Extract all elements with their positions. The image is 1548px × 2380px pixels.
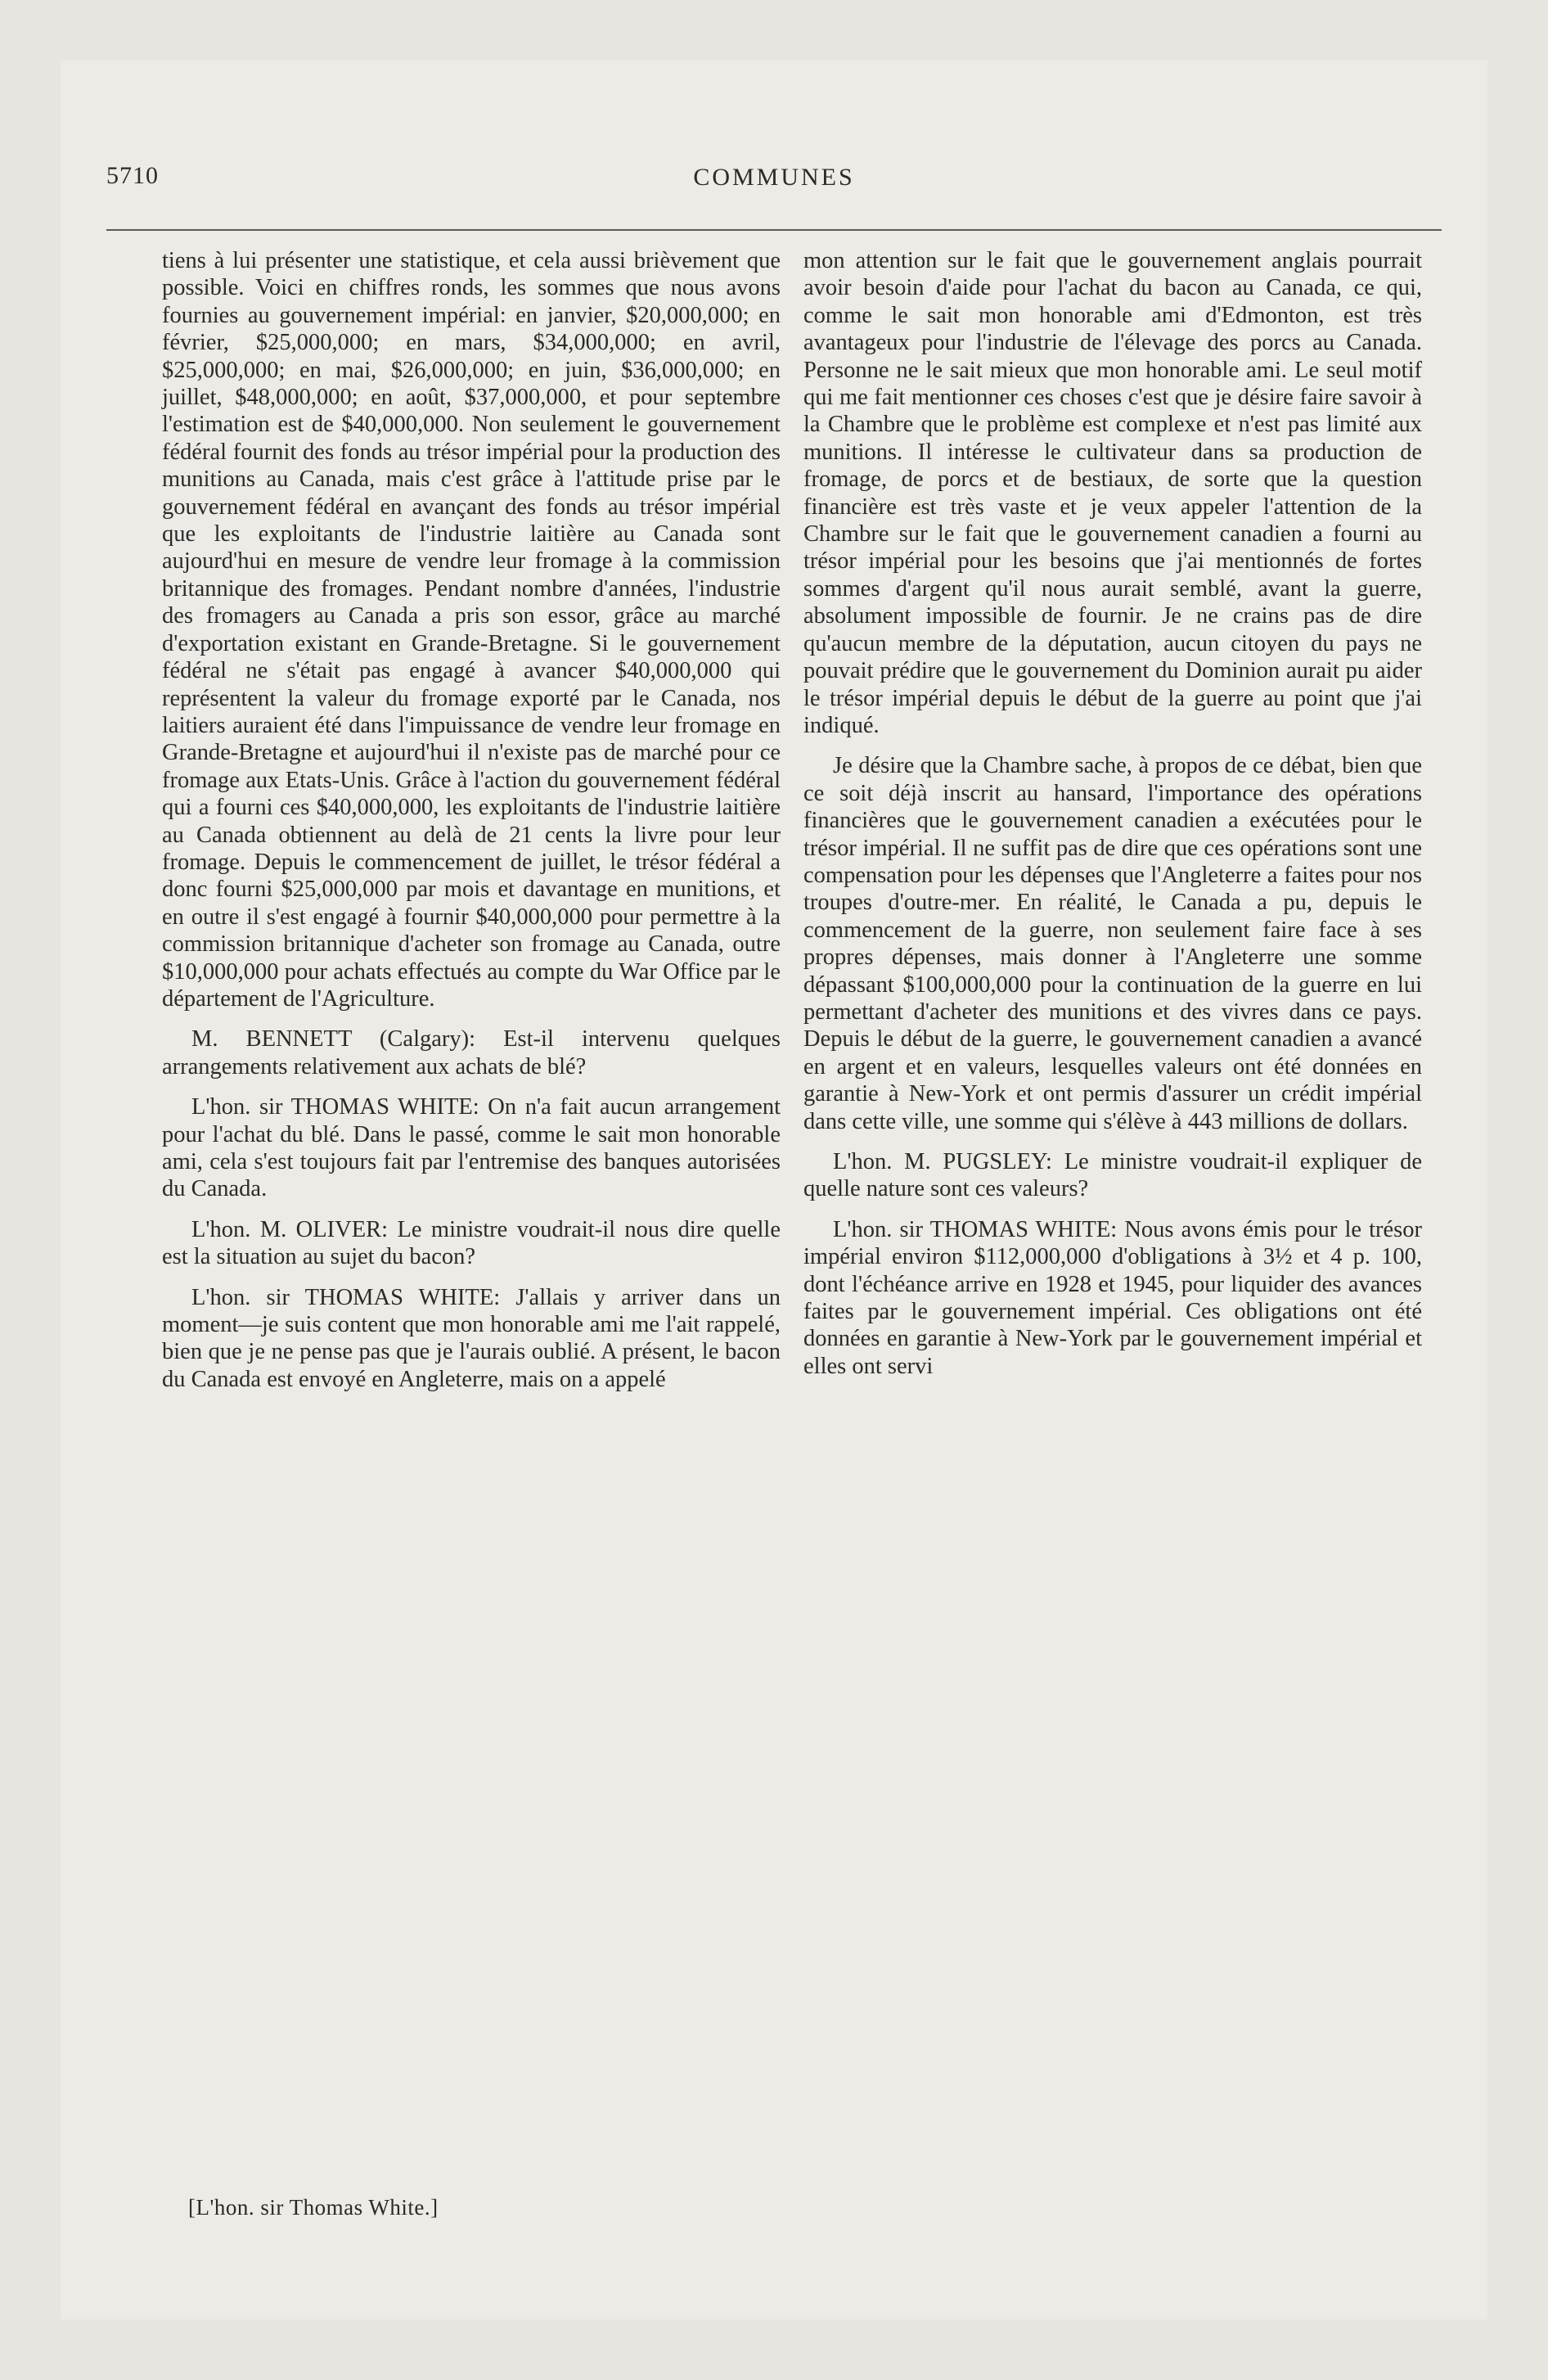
speaker-footnote: [L'hon. sir Thomas White.] <box>188 2195 439 2220</box>
paragraph: Je désire que la Chambre sache, à propos de ce débat, bien que ce soit déjà inscrit au hansard, l'importance des opérations financières que le gouvernement canadien a exécutées pour le trésor impérial. Il ne suffit pas de dire que ces opérations sont une compensation pour les dépenses que l'Angleterre a faites pour nos troupes d'outre-mer. En réalité, le Canada a pu, depuis le commencement de la guerre, non seulement faire face à ses propres dépenses, mais donner à l'Angleterre une somme dépassant $100,000,000 pour la continuation de la guerre en lui permettant d'acheter des munitions et des vivres dans ce pays. Depuis le début de la guerre, le gouvernement canadien a avancé en argent et en valeurs, lesquelles valeurs ont été données en garantie à New-York et ont permis d'assurer un crédit impérial dans cette ville, une somme qui s'élève à 443 millions de dollars. <box>803 753 1422 1134</box>
paragraph: L'hon. M. OLIVER: Le ministre voudrait-il nous dire quelle est la situation au sujet du bacon? <box>162 1216 781 1270</box>
paragraph: L'hon. sir THOMAS WHITE: J'allais y arriver dans un moment—je suis content que mon honorable ami me l'ait rappelé, bien que je ne pense pas que je l'aurais oublié. A présent, le bacon du Canada est envoyé en Angleterre, mais on a appelé <box>162 1284 781 1392</box>
header-rule <box>106 229 1442 231</box>
paragraph: L'hon. M. PUGSLEY: Le ministre voudrait-il expliquer de quelle nature sont ces valeurs? <box>803 1149 1422 1202</box>
page-number: 5710 <box>106 162 159 189</box>
paragraph: tiens à lui présenter une statistique, et cela aussi brièvement que possible. Voici en chiffres ronds, les sommes que nous avons fournies au gouvernement impérial: en janvier, $20,000,000; en février, $25,000,000; en mars, $34,000,000; en avril, $25,000,000; en mai, $26,000,000; en juin, $36,000,000; en juillet, $48,000,000; en août, $37,000,000, et pour septembre l'estimation est de $40,000,000. Non seulement le gouvernement fédéral fournit des fonds au trésor impérial pour la production des munitions au Canada, mais c'est grâce à l'attitude prise par le gouvernement fédéral en avançant des fonds au trésor impérial que les exploitants de l'industrie laitière au Canada sont aujourd'hui en mesure de vendre leur fromage à la commission britannique des fromages. Pendant nombre d'années, l'industrie des fromagers au Canada a pris son essor, grâce au marché d'exportation existant en Grande-Bretagne. Si le gouvernement fédéral ne s'était pas engagé à avancer $40,000,000 qui représentent la valeur du fromage exporté par le Canada, nos laitiers auraient été dans l'impuissance de vendre leur fromage en Grande-Bretagne et aujourd'hui il n'existe pas de marché pour ce fromage aux Etats-Unis. Grâce à l'action du gouvernement fédéral qui a fourni ces $40,000,000, les exploitants de l'industrie laitière au Canada obtiennent au delà de 21 cents la livre pour leur fromage. Depuis le commencement de juillet, le trésor fédéral a donc fourni $25,000,000 par mois et davantage en munitions, et en outre il s'est engagé à fournir $40,000,000 pour permettre à la commission britannique d'acheter son fromage au Canada, outre $10,000,000 pour achats effectués au compte du War Office par le département de l'Agriculture. <box>162 248 781 1012</box>
paragraph: mon attention sur le fait que le gouvernement anglais pourrait avoir besoin d'aide pour l'achat du bacon au Canada, ce qui, comme le sait mon honorable ami d'Edmonton, est très avantageux pour l'industrie de l'élevage des porcs au Canada. Personne ne le sait mieux que mon honorable ami. Le seul motif qui me fait mentionner ces choses c'est que je désire faire savoir à la Chambre que le problème est complexe et n'est pas limité aux munitions. Il intéresse le cultivateur dans sa production de fromage, de porcs et de bestiaux, de sorte que la question financière est très vaste et je veux appeler l'attention de la Chambre sur le fait que le gouvernement canadien a fourni au trésor impérial pour les besoins que j'ai mentionnés de fortes sommes d'argent qu'il nous aurait semblé, avant la guerre, absolument impossible de fournir. Je ne crains pas de dire qu'aucun membre de la députation, aucun citoyen du pays ne pouvait prédire que le gouvernement du Dominion aurait pu aider le trésor impérial depuis le début de la guerre au point que j'ai indiqué. <box>803 248 1422 738</box>
paragraph: L'hon. sir THOMAS WHITE: On n'a fait aucun arrangement pour l'achat du blé. Dans le passé, comme le sait mon honorable ami, cela s'est toujours fait par l'entremise des banques autorisées du Canada. <box>162 1094 781 1202</box>
paragraph: L'hon. sir THOMAS WHITE: Nous avons émis pour le trésor impérial environ $112,000,000 d'obligations à 3½ et 4 p. 100, dont l'échéance arrive en 1928 et 1945, pour liquider des avances faites par le gouvernement impérial. Ces obligations ont été données en garantie à New-York par le gouvernement impérial et elles ont servi <box>803 1216 1422 1379</box>
running-title: COMMUNES <box>693 164 855 191</box>
right-column <box>803 247 1422 1393</box>
page-header <box>106 162 1442 195</box>
paragraph: M. BENNETT (Calgary): Est-il intervenu quelques arrangements relativement aux achats de blé? <box>162 1026 781 1080</box>
left-column <box>162 247 781 1406</box>
